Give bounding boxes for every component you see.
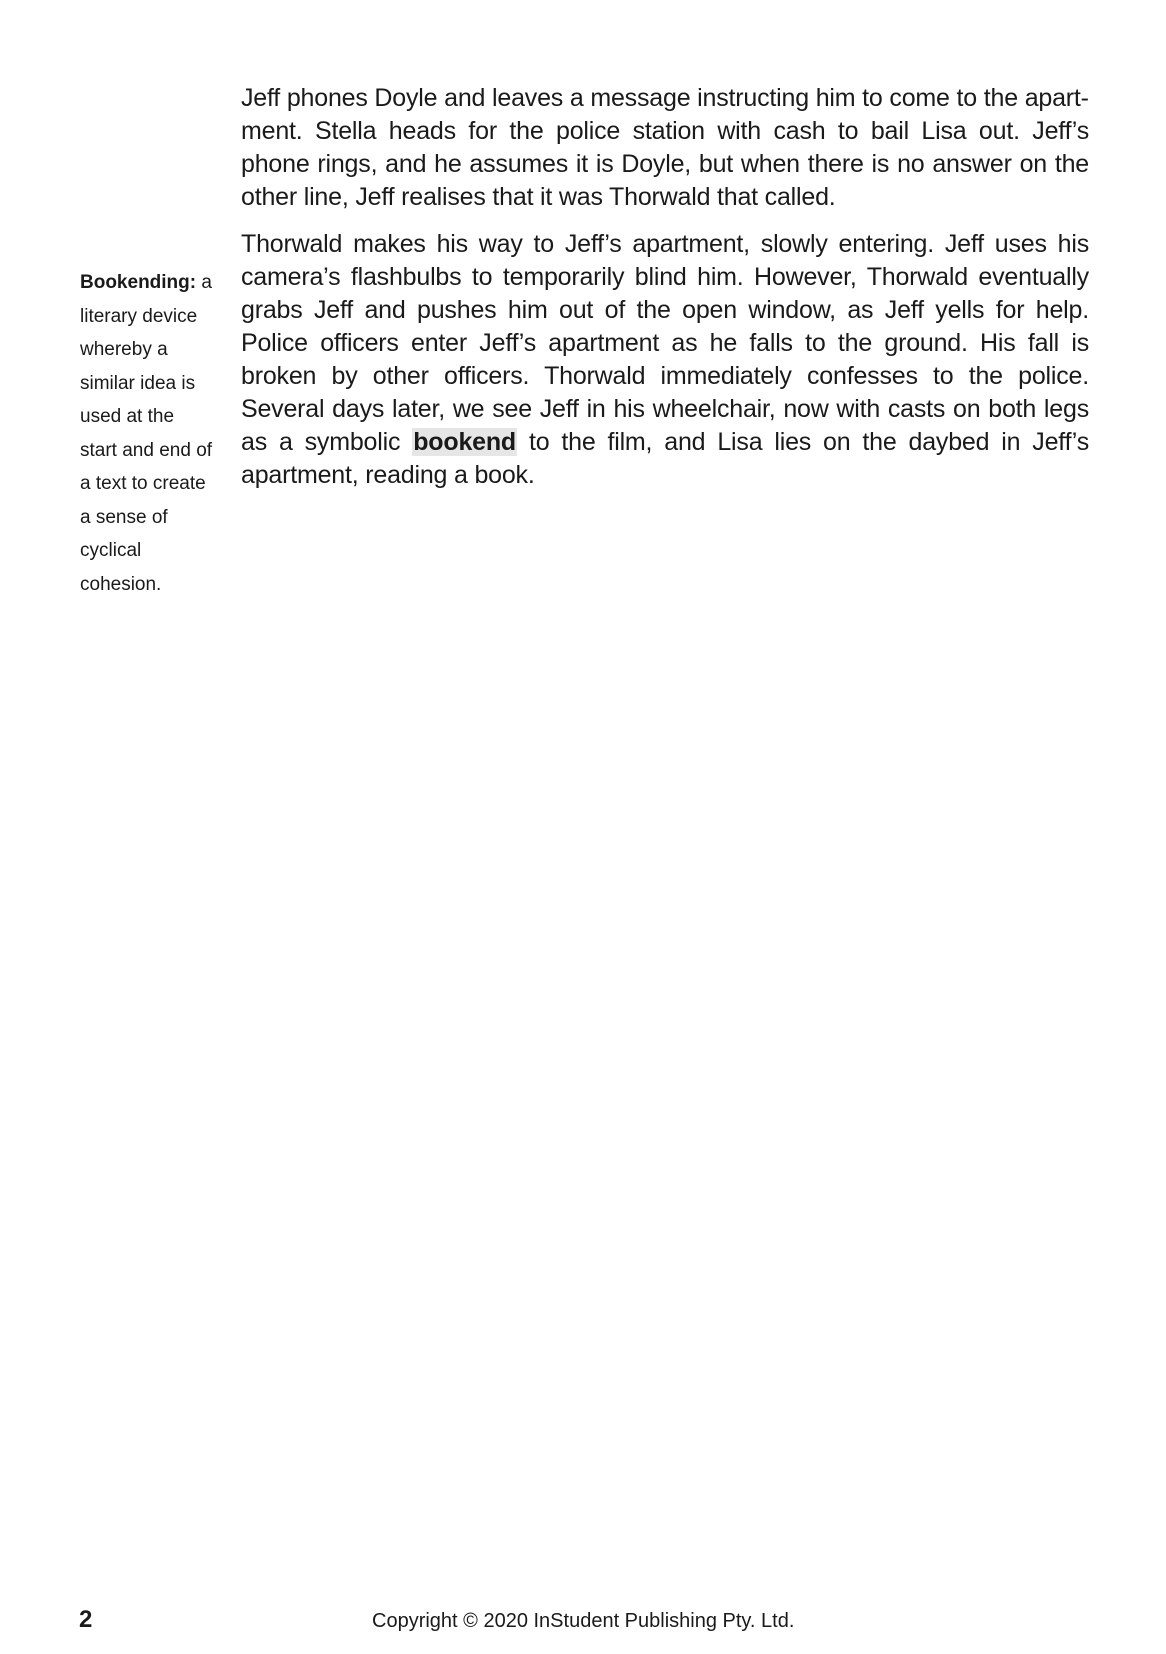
glossary-definition-line: a sense of: [80, 506, 168, 528]
page-number: 2: [79, 1606, 93, 1633]
glossary-definition-line: literary device: [80, 305, 198, 327]
glossary-definition-line: cohesion.: [80, 573, 162, 595]
glossary-definition-line: cyclical: [80, 540, 142, 561]
glossary-term: Bookending:: [80, 272, 197, 293]
paragraph-text: Thorwald makes his way to Jeff’s apartment, slowly entering. Jeff uses his camera’s flashbulbs to temporarily blind him. However, Thorwald eventually grabs Jeff and pushes him out of the open window, as Jeff yells for help. Police officers enter Jeff’s apartment as he falls to the ground. His fall is broken by other officers. Thorwald immediately confesses to the police. Several days later, we see Jeff in his wheelchair, now with casts on both legs as a symbolic: [241, 230, 1089, 456]
highlighted-key-term: bookend: [413, 428, 516, 456]
glossary-definition-line: similar idea is: [80, 372, 196, 394]
paragraph-text: to the film, and Lisa lies on the daybed in Jeff’s apartment, reading a book.: [241, 428, 1089, 489]
glossary-sidebar: [80, 266, 222, 601]
main-text-column: [241, 82, 1089, 492]
glossary-definition-line: used at the: [80, 406, 175, 427]
body-paragraph: [241, 228, 1089, 492]
glossary-definition-line: a text to create: [80, 473, 206, 494]
copyright-notice: Copyright © 2020 InStudent Publishing Pty. Ltd.: [372, 1610, 795, 1632]
glossary-definition-line: a: [196, 272, 212, 293]
body-paragraph: Jeff phones Doyle and leaves a message instructing him to come to the apartment. Stella heads for the police station with cash to bail Lisa out. Jeff’s phone rings, and he assumes it is Doyle, but when there is no answer on the other line, Jeff realises that it was Thorwald that called.: [241, 84, 1089, 211]
glossary-definition-line: whereby a: [80, 339, 168, 360]
glossary-definition-line: start and end of: [80, 439, 213, 461]
page-footer: [0, 1600, 1166, 1640]
glossary-first-line: [80, 266, 222, 300]
